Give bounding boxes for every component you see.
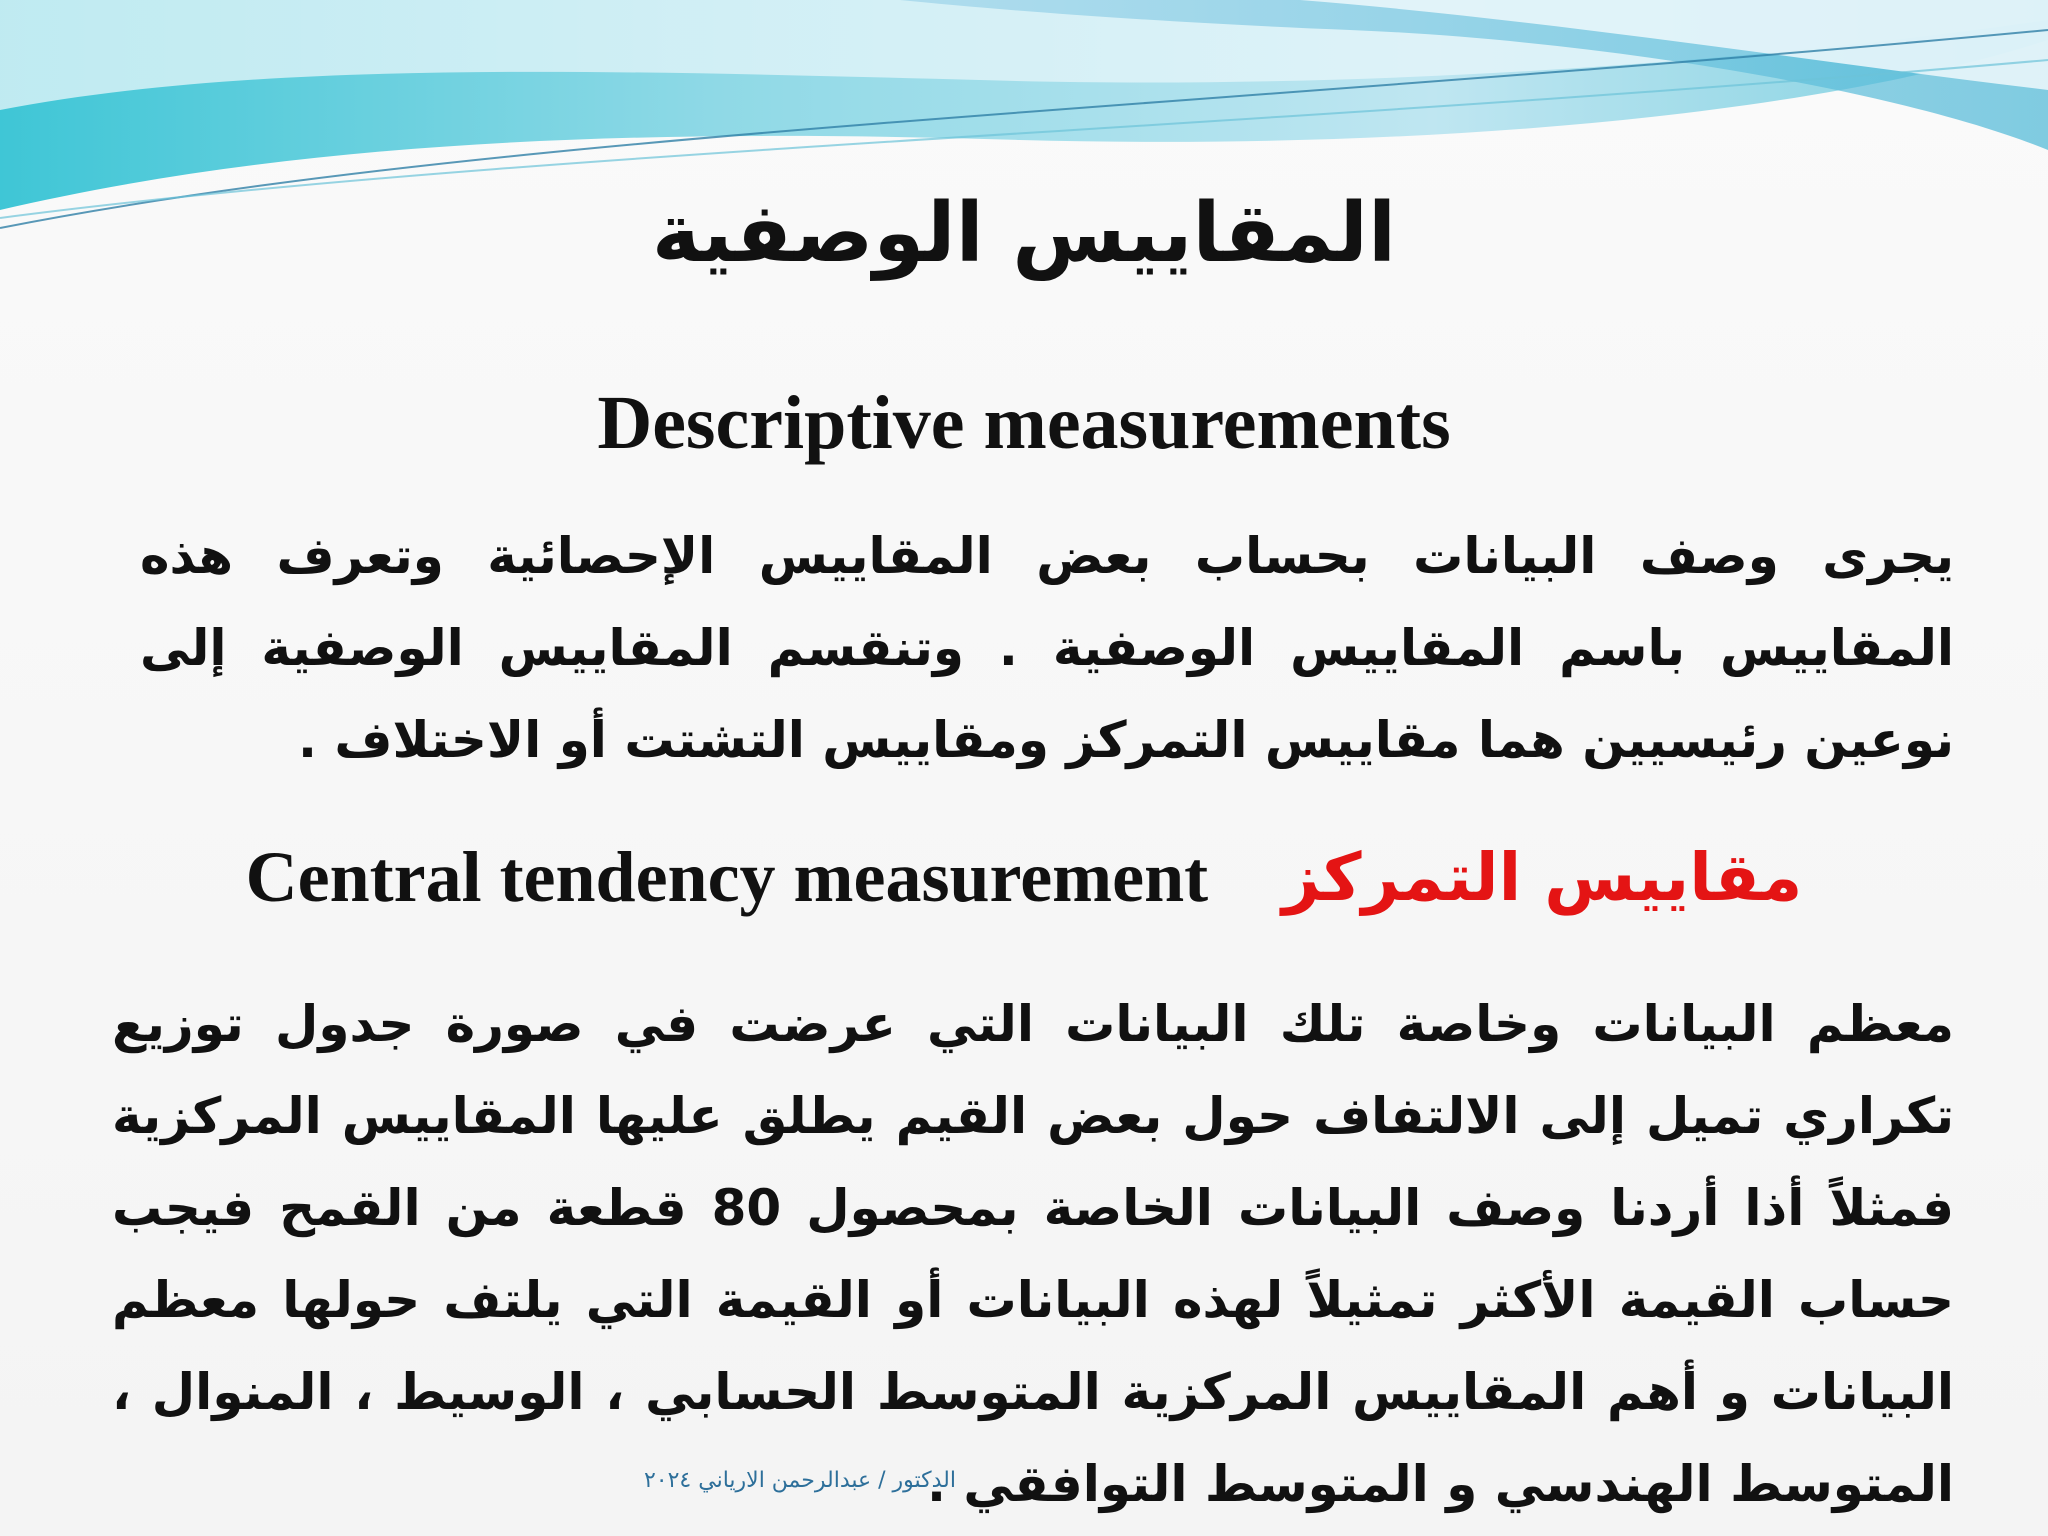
central-tendency-paragraph: معظم البيانات وخاصة تلك البيانات التي عرضت في صورة جدول توزيع تكراري تميل إلى الالتفاف حول بعض القيم يطلق عليها المقاييس المركزية فمثلاً أذا أردنا وصف البيانات الخاصة بمحصول 80 قطعة من القمح فيجب حساب القيمة الأكثر تمثيلاً لهذه البيانات أو القيمة التي يلتف حولها معظم البيانات و أهم المقاييس المركزية المتوسط الحسابي ، الوسيط ، المنوال ، المتوسط الهندسي و المتوسط التوافقي . — [112, 995, 1955, 1513]
slide-title-english: Descriptive measurements — [597, 381, 1451, 465]
author-footer: الدكتور / عبدالرحمن الارياني ٢٠٢٤ — [643, 1468, 957, 1493]
slide-title-arabic: المقاييس الوصفية — [651, 186, 1397, 281]
central-tendency-heading-english: Central tendency measurement — [245, 837, 1209, 917]
central-tendency-heading-arabic: مقاييس التمركز — [1282, 839, 1803, 916]
central-tendency-heading — [0, 836, 2048, 919]
intro-paragraph: يجرى وصف البيانات بحساب بعض المقاييس الإحصائية وتعرف هذه المقاييس باسم المقاييس الوصفية . وتنقسم المقاييس الوصفية إلى نوعين رئيسيين هما مقاييس التمركز ومقاييس التشتت أو الاختلاف . — [140, 527, 1954, 769]
